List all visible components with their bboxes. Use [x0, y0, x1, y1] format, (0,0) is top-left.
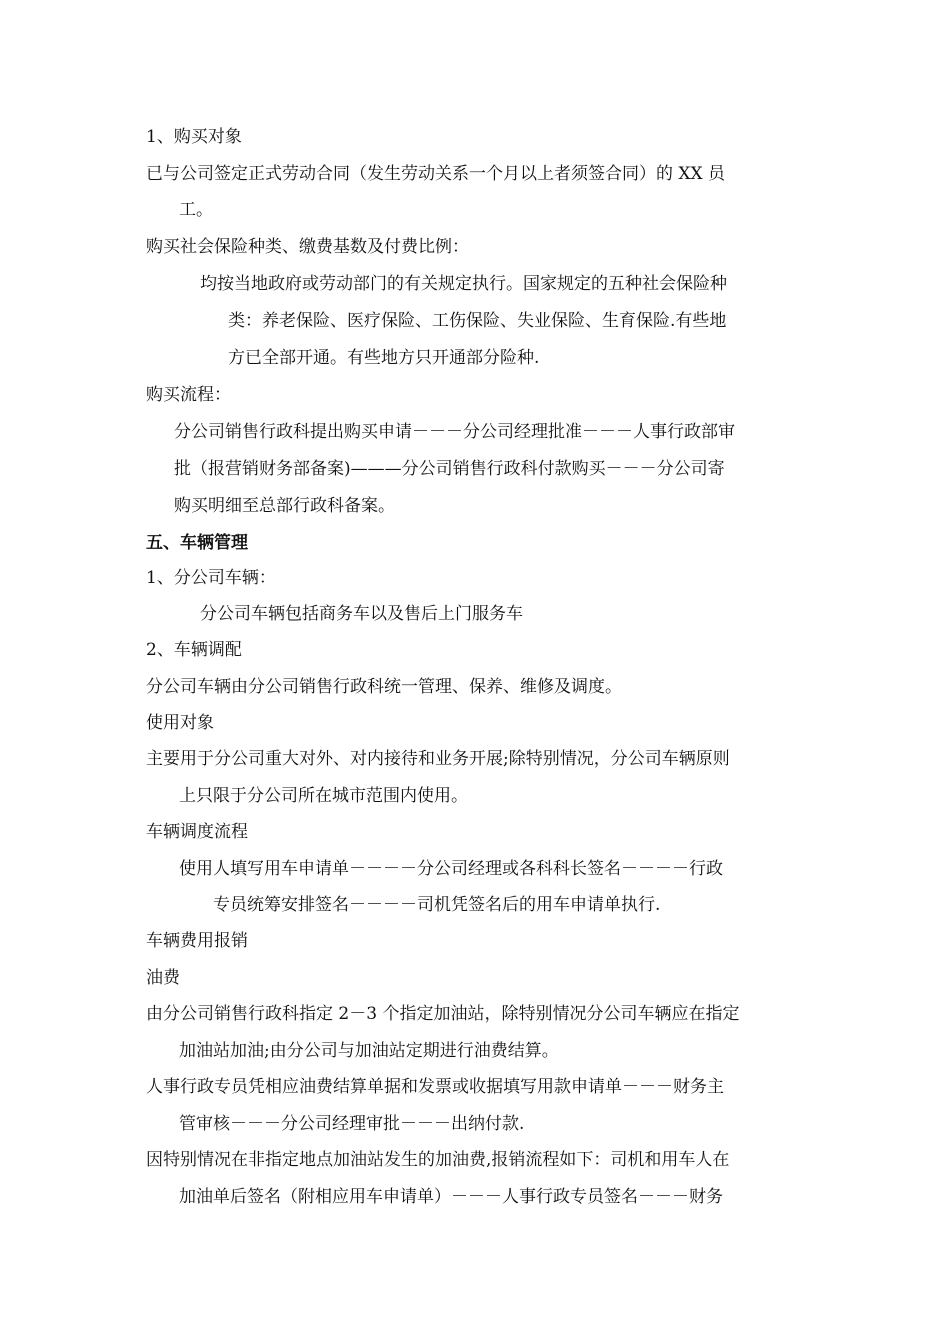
paragraph-line: 分公司销售行政科提出购买申请－－－分公司经理批准－－－人事行政部审 [174, 422, 735, 442]
paragraph-line: 分公司车辆由分公司销售行政科统一管理、保养、维修及调度。 [146, 677, 622, 697]
paragraph-line: 均按当地政府或劳动部门的有关规定执行。国家规定的五种社会保险种 [200, 274, 727, 294]
paragraph-line: 分公司车辆包括商务车以及售后上门服务车 [200, 604, 523, 624]
paragraph-line: 已与公司签定正式劳动合同（发生劳动关系一个月以上者须签合同）的 XX 员 [146, 164, 726, 184]
heading-fuel: 油费 [146, 968, 180, 988]
paragraph-line: 因特别情况在非指定地点加油站发生的加油费,报销流程如下：司机和用车人在 [146, 1150, 730, 1170]
paragraph-line: 管审核－－－分公司经理审批－－－出纳付款. [179, 1114, 525, 1134]
paragraph-line: 购买明细至总部行政科备案。 [174, 496, 395, 516]
heading-purchase-process: 购买流程： [146, 385, 231, 405]
paragraph-line: 工。 [179, 200, 213, 220]
paragraph-line: 使用人填写用车申请单－－－－分公司经理或各科科长签名－－－－行政 [179, 859, 723, 879]
paragraph-line: 加油站加油;由分公司与加油站定期进行油费结算。 [179, 1041, 559, 1061]
paragraph-line: 由分公司销售行政科指定 2－3 个指定加油站，除特别情况分公司车辆应在指定 [146, 1004, 740, 1024]
heading-branch-vehicles: 1、分公司车辆： [146, 568, 276, 588]
paragraph-line: 批（报营销财务部备案)———分公司销售行政科付款购买－－－分公司寄 [174, 459, 725, 479]
paragraph-line: 上只限于分公司所在城市范围内使用。 [179, 786, 468, 806]
heading-purchase-target: 1、购买对象 [146, 127, 242, 147]
heading-vehicle-expense: 车辆费用报销 [146, 931, 248, 951]
paragraph-line: 专员统筹安排签名－－－－司机凭签名后的用车申请单执行. [213, 895, 661, 915]
section-heading-vehicle-management: 五、车辆管理 [146, 533, 248, 553]
heading-dispatch-process: 车辆调度流程 [146, 822, 248, 842]
paragraph-line: 主要用于分公司重大对外、对内接待和业务开展;除特别情况，分公司车辆原则 [146, 749, 730, 769]
paragraph-line: 类：养老保险、医疗保险、工伤保险、失业保险、生育保险.有些地 [228, 311, 727, 331]
paragraph-line: 方已全部开通。有些地方只开通部分险种. [228, 348, 540, 368]
heading-insurance-types: 购买社会保险种类、缴费基数及付费比例： [146, 237, 469, 257]
heading-vehicle-dispatch: 2、车辆调配 [146, 640, 242, 660]
heading-usage-target: 使用对象 [146, 713, 214, 733]
paragraph-line: 人事行政专员凭相应油费结算单据和发票或收据填写用款申请单－－－财务主 [146, 1077, 724, 1097]
paragraph-line: 加油单后签名（附相应用车申请单）－－－人事行政专员签名－－－财务 [179, 1187, 723, 1207]
